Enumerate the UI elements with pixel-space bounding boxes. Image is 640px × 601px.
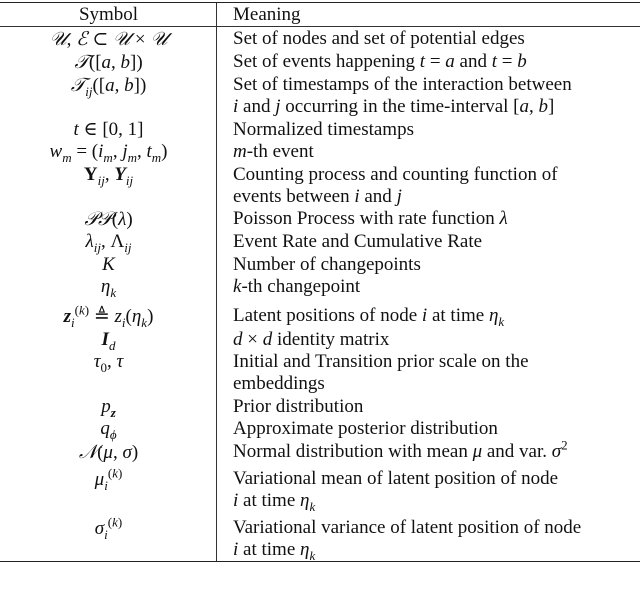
meaning-cell: m-th event	[233, 141, 314, 163]
header-symbol: Symbol	[78, 4, 139, 25]
meaning-cell: Set of nodes and set of potential edges	[233, 28, 525, 49]
symbol-cell: $I_d$	[101, 328, 116, 353]
table-row	[0, 141, 640, 166]
meaning-cell: Variational mean of latent position of node i at time $\eta_k$	[233, 467, 559, 514]
header-meaning: Meaning	[233, 4, 301, 25]
symbol-cell: $\lambda_{ij}$, $\Lambda_{ij}$	[85, 231, 132, 256]
symbol-cell: $\mu_i^{(k)}$	[94, 465, 123, 493]
table-row	[0, 51, 640, 74]
table-row	[0, 351, 640, 396]
table-row	[0, 418, 640, 443]
meaning-cell: Set of timestamps of the interaction between i and j occurring in the time-interval [a, b]	[233, 74, 572, 118]
meaning-cell: Latent positions of node i at time $\eta_k$	[233, 304, 505, 329]
table-row	[0, 465, 640, 514]
meaning-cell: Variational variance of latent position of node i at time $\eta_k$	[233, 516, 582, 563]
table-row	[0, 28, 640, 51]
symbol-cell: $p_z$	[101, 395, 116, 420]
notation-table	[0, 2, 640, 562]
symbol-cell: $z_i^{(k)}$ ≜ $z_i(\eta_k)$	[63, 302, 154, 330]
table-row	[0, 208, 640, 231]
table-header-row	[0, 3, 640, 27]
table-row	[0, 254, 640, 276]
meaning-cell: Normal distribution with mean μ and var. $\sigma^2$	[233, 437, 568, 462]
symbol-cell: t ∈ [0, 1]	[73, 118, 144, 140]
table-row	[0, 437, 640, 464]
symbol-cell: $Y_{ij}$, $Y_{ij}$	[83, 163, 134, 188]
meaning-cell: Poisson Process with rate function λ	[233, 208, 508, 230]
symbol-cell: 𝒰, ℰ ⊂ 𝒰 × 𝒰	[49, 28, 168, 50]
table-row	[0, 231, 640, 256]
table-row	[0, 302, 640, 330]
symbol-cell: K	[102, 253, 115, 275]
table-row	[0, 119, 640, 141]
symbol-cell: 𝒯$_{ij}$([a, b])	[70, 74, 147, 99]
symbol-cell: 𝒯([a, b])	[74, 51, 143, 73]
table-row	[0, 276, 640, 301]
meaning-cell: Approximate posterior distribution	[233, 418, 498, 440]
table-row	[0, 329, 640, 351]
meaning-cell: Prior distribution	[233, 395, 364, 417]
table-row	[0, 164, 640, 209]
meaning-cell: Number of changepoints	[233, 253, 421, 275]
symbol-cell: 𝒩(μ, σ)	[78, 440, 139, 463]
symbol-cell: $w_m = (i_m$, $j_m$, $t_m$)	[49, 141, 168, 166]
symbol-cell: $\sigma_i^{(k)}$	[94, 514, 123, 542]
table-row	[0, 74, 640, 119]
meaning-cell: Counting process and counting function of events between i and j	[233, 163, 558, 208]
table-row	[0, 514, 640, 563]
meaning-cell: Event Rate and Cumulative Rate	[233, 231, 483, 253]
symbol-cell: $\eta_k$	[100, 276, 117, 301]
symbol-cell: $q_\phi$	[100, 418, 117, 443]
symbol-cell: 𝒫𝒫(λ)	[84, 208, 133, 231]
meaning-cell: Set of events happening t = a and t = b	[233, 51, 527, 72]
meaning-cell: Initial and Transition prior scale on the embeddings	[233, 351, 529, 395]
meaning-cell: Normalized timestamps	[233, 118, 414, 140]
meaning-cell: k-th changepoint	[233, 276, 361, 298]
meaning-cell: d × d identity matrix	[233, 328, 390, 350]
table-row	[0, 396, 640, 418]
symbol-cell: $\tau_0$, τ	[93, 351, 124, 375]
